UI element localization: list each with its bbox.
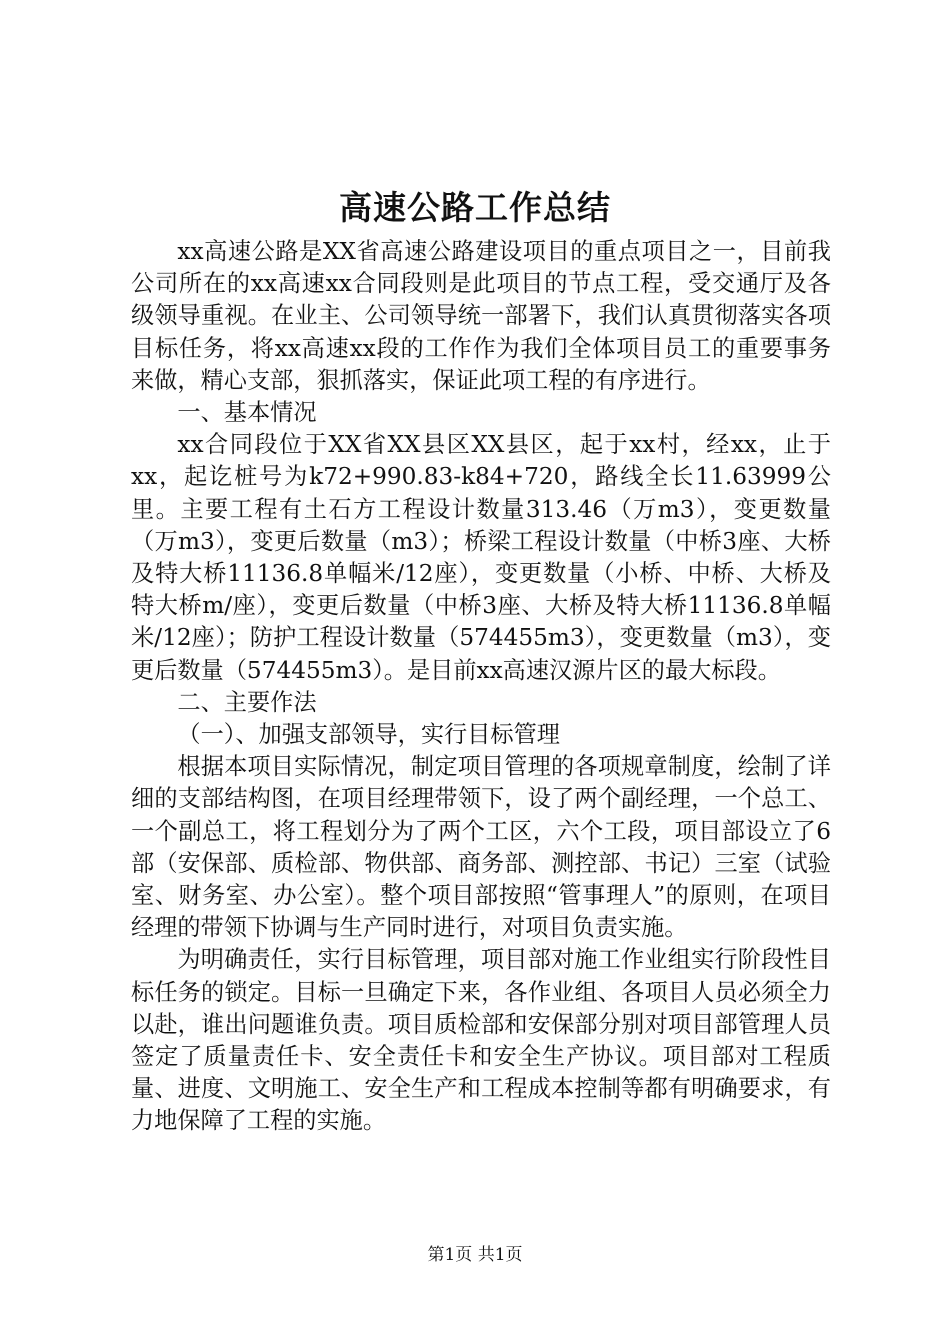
section-heading-basic-info: 一、基本情况	[177, 399, 317, 427]
document-title: 高速公路工作总结	[339, 188, 611, 227]
paragraph-intro: xx高速公路是XX省高速公路建设项目的重点项目之一，目前我公司所在的xx高速xx合同段则是此项目的节点工程，受交通厅及各级领导重视。在业主、公司领导统一部署下，我们认真贯彻落实各项目标任务，将xx高速xx段的工作作为我们全体项目员工的重要事务来做，精心支部，狠抓落实，保证此项工程的有序进行。	[131, 238, 831, 394]
section-heading-main-practices: 二、主要作法	[177, 688, 317, 716]
paragraph-basic-info: xx合同段位于XX省XX县区XX县区，起于xx村，经xx，止于xx，起讫桩号为k72+990.83-k84+720，路线全长11.63999公里。主要工程有土石方工程设计数量313.46（万m3），变更数量（万m3），变更后数量（m3）；桥梁工程设计数量（中桥3座、大桥及特大桥11136.8单幅米/12座），变更数量（小桥、中桥、大桥及特大桥m/座），变更后数量（中桥3座、大桥及特大桥11136.8单幅米/12座）；防护工程设计数量（574455m3），变更数量（m3），变更后数量（574455m3）。是目前xx高速汉源片区的最大标段。	[131, 431, 831, 684]
subsection-heading-leadership: （一）、加强支部领导，实行目标管理	[177, 721, 560, 749]
paragraph-responsibility: 为明确责任，实行目标管理，项目部对施工作业组实行阶段性目标任务的锁定。目标一旦确定下来，各作业组、各项目人员必须全力以赴，谁出问题谁负责。项目质检部和安保部分别对项目部管理人员签定了质量责任卡、安全责任卡和安全生产协议。项目部对工程质量、进度、文明施工、安全生产和工程成本控制等都有明确要求，有力地保障了工程的实施。	[131, 946, 831, 1135]
document-body	[131, 236, 831, 1138]
page-footer: 第1页 共1页	[427, 1245, 523, 1265]
paragraph-organization: 根据本项目实际情况，制定项目管理的各项规章制度，绘制了详细的支部结构图，在项目经理带领下，设了两个副经理，一个总工、一个副总工，将工程划分为了两个工区，六个工段，项目部设立了6部（安保部、质检部、物供部、商务部、测控部、书记）三室（试验室、财务室、办公室）。整个项目部按照“管事理人”的原则，在项目经理的带领下协调与生产同时进行，对项目负责实施。	[131, 753, 831, 942]
